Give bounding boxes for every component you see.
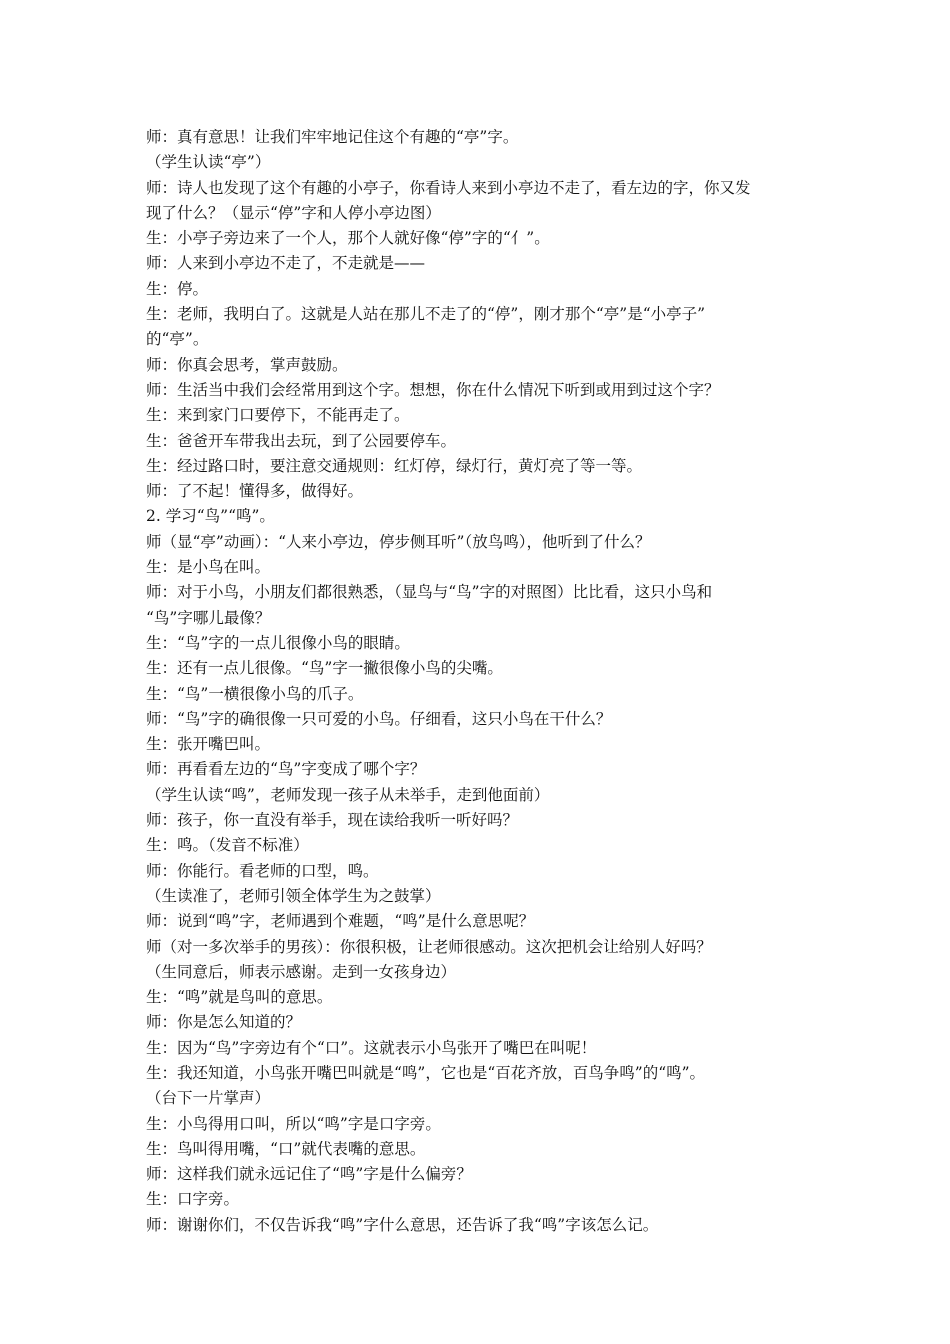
- text-line: 师：再看看左边的“鸟”字变成了哪个字？: [146, 760, 426, 779]
- section-heading: 2. 学习“鸟”“鸣”。: [146, 507, 275, 526]
- text-line: 师：生活当中我们会经常用到这个字。想想，你在什么情况下听到或用到过这个字？: [146, 380, 720, 399]
- text-line: 师：孩子，你一直没有举手，现在读给我听一听好吗？: [146, 811, 519, 830]
- text-line: （学生认读“亭”）: [146, 153, 271, 172]
- text-line: 生：因为“鸟”字旁边有个“口”。这就表示小鸟张开了嘴巴在叫呢！: [146, 1038, 597, 1057]
- text-line: 生：“鸟”字的一点儿很像小鸟的眼睛。: [146, 633, 410, 652]
- text-line: 生：经过路口时，要注意交通规则：红灯停，绿灯行，黄灯亮了等一等。: [146, 456, 643, 475]
- text-line: 师：了不起！懂得多，做得好。: [146, 482, 364, 501]
- text-line: 师：人来到小亭边不走了，不走就是——: [146, 254, 426, 273]
- text-line: 师：谢谢你们，不仅告诉我“鸣”字什么意思，还告诉了我“鸣”字该怎么记。: [146, 1215, 659, 1234]
- text-line: 师：对于小鸟，小朋友们都很熟悉，（显鸟与“鸟”字的对照图）比比看，这只小鸟和: [146, 583, 713, 602]
- text-line: 生：还有一点儿很像。“鸟”字一撇很像小鸟的尖嘴。: [146, 659, 503, 678]
- text-line: 师：诗人也发现了这个有趣的小亭子，你看诗人来到小亭边不走了，看左边的字，你又发: [146, 178, 751, 197]
- text-line: 师（对一多次举手的男孩）：你很积极，让老师很感动。这次把机会让给别人好吗？: [146, 937, 712, 956]
- text-line: 师：你真会思考，掌声鼓励。: [146, 355, 348, 374]
- text-line: 生：小亭子旁边来了一个人，那个人就好像“停”字的“亻”。: [146, 229, 550, 248]
- text-line: 生：爸爸开车带我出去玩，到了公园要停车。: [146, 431, 457, 450]
- text-line: 生：鸣。（发音不标准）: [146, 836, 309, 855]
- document-body: [146, 125, 826, 1238]
- text-line: （台下一片掌声）: [146, 1089, 271, 1108]
- text-line: 生：小鸟得用口叫，所以“鸣”字是口字旁。: [146, 1114, 441, 1133]
- text-line: 生：老师，我明白了。这就是人站在那儿不走了的“停”，刚才那个“亭”是“小亭子”: [146, 305, 706, 324]
- text-line: 师：这样我们就永远记住了“鸣”字是什么偏旁？: [146, 1165, 472, 1184]
- text-line: 生：张开嘴巴叫。: [146, 735, 271, 754]
- text-line: 师：真有意思！让我们牢牢地记住这个有趣的“亭”字。: [146, 128, 519, 146]
- text-line: 生：“鸟”一横很像小鸟的爪子。: [146, 684, 364, 703]
- text-line: 生：鸟叫得用嘴，“口”就代表嘴的意思。: [146, 1139, 426, 1158]
- text-line: 生：“鸣”就是鸟叫的意思。: [146, 988, 333, 1007]
- text-line: 师：你是怎么知道的？: [146, 1013, 302, 1032]
- text-line: 师：说到“鸣”字，老师遇到个难题，“鸣”是什么意思呢？: [146, 912, 535, 931]
- text-line: 师（显“亭”动画）：“人来小亭边，停步侧耳听”（放鸟鸣），他听到了什么？: [146, 532, 651, 551]
- text-line: 师：“鸟”字的确很像一只可爱的小鸟。仔细看，这只小鸟在干什么？: [146, 709, 612, 728]
- text-line: 生：是小鸟在叫。: [146, 558, 271, 577]
- text-line: “鸟”字哪儿最像？: [146, 608, 271, 627]
- text-line: 生：来到家门口要停下，不能再走了。: [146, 406, 410, 425]
- text-line: 生：我还知道，小鸟张开嘴巴叫就是“鸣”，它也是“百花齐放，百鸟争鸣”的“鸣”。: [146, 1063, 706, 1082]
- text-line: （学生认读“鸣”，老师发现一孩子从未举手，走到他面前）: [146, 785, 550, 804]
- text-line: 现了什么？（显示“停”字和人停小亭边图）: [146, 203, 441, 222]
- text-line: 生：停。: [146, 279, 209, 298]
- text-line: 师：你能行。看老师的口型，鸣。: [146, 861, 379, 880]
- text-line: 生：口字旁。: [146, 1190, 240, 1209]
- text-line: （生读准了，老师引领全体学生为之鼓掌）: [146, 886, 441, 905]
- text-line: （生同意后，师表示感谢。走到一女孩身边）: [146, 962, 457, 981]
- text-line: 的“亭”。: [146, 330, 209, 349]
